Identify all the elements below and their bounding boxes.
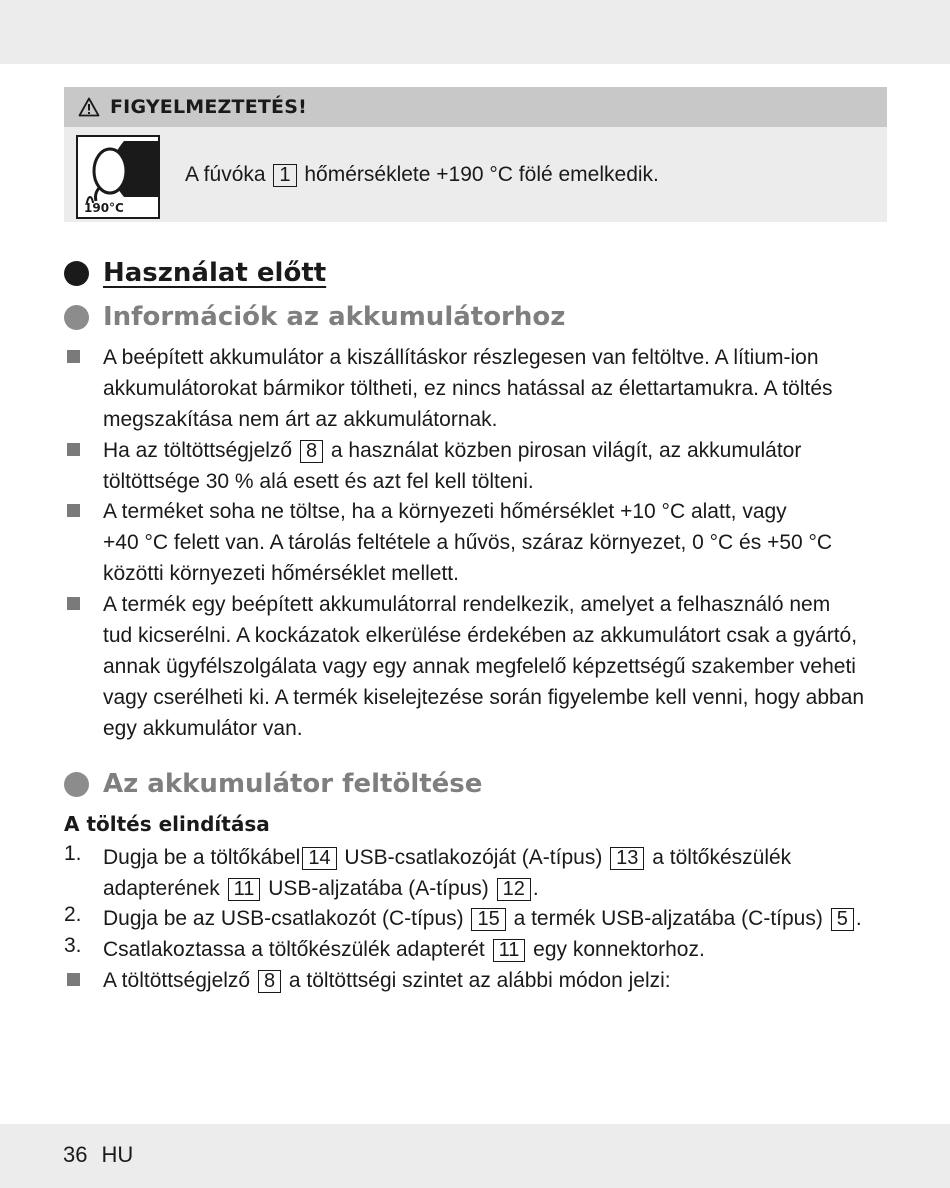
ref-number: 1 bbox=[273, 164, 296, 187]
list-item: Csatlakoztassa a töltőkészülék adapterét 11 egy konnektorhoz. bbox=[103, 938, 705, 961]
icon-temperature-label: 190°C bbox=[84, 201, 124, 215]
bullet-dot-icon bbox=[64, 261, 89, 286]
bullet-dot-icon bbox=[64, 305, 89, 330]
step-number: 2. bbox=[64, 903, 82, 926]
section-battery-info bbox=[64, 302, 565, 332]
bullet-dot-icon bbox=[64, 772, 89, 797]
warning-box bbox=[64, 87, 887, 222]
page-footer bbox=[63, 1142, 133, 1168]
list-item: A terméket soha ne töltse, ha a környezeti hőmérséklet +10 °C alatt, vagy +40 °C felett van. A tárolás feltétele a hűvös, száraz környezet, 0 °C és +50 °C közötti környezeti hőmérséklet mellett. bbox=[103, 500, 833, 585]
section-charging bbox=[64, 769, 482, 799]
square-bullet-icon bbox=[67, 597, 80, 610]
square-bullet-icon bbox=[67, 443, 80, 456]
page-top-band bbox=[0, 0, 950, 64]
ref-number: 8 bbox=[258, 970, 281, 993]
section-title: Információk az akkumulátorhoz bbox=[103, 302, 566, 332]
ref-number: 15 bbox=[471, 908, 505, 931]
ref-number: 11 bbox=[493, 939, 526, 962]
section-title: Az akkumulátor feltöltése bbox=[103, 769, 483, 799]
step-number: 3. bbox=[64, 934, 82, 957]
list-item: Ha az töltöttségjelző 8 a használat közben pirosan világít, az akkumulátor töltöttsége 30 % alá esett és azt fel kell tölteni. bbox=[103, 439, 802, 493]
ref-number: 14 bbox=[302, 847, 336, 870]
list-item: A termék egy beépített akkumulátorral rendelkezik, amelyet a felhasználó nem tud kicserélni. A kockázatok elkerülése érdekében az akkumulátort csak a gyártó, annak ügyfélszolgálata vagy egy annak megfelelő képzettségű szakember veheti vagy cserélheti ki. A termék kiselejtezése során figyelembe kell venni, hogy abban egy akkumulátor van. bbox=[103, 593, 865, 740]
warning-title: FIGYELMEZTETÉS! bbox=[110, 96, 307, 118]
language-code: HU bbox=[101, 1142, 134, 1167]
warning-triangle-icon bbox=[78, 97, 100, 117]
square-bullet-icon bbox=[67, 504, 80, 517]
square-bullet-icon bbox=[67, 350, 80, 363]
ref-number: 5 bbox=[831, 908, 854, 931]
warning-header bbox=[64, 87, 887, 127]
warning-text: A fúvóka 1 hőmérséklete +190 °C fölé emelkedik. bbox=[185, 163, 659, 186]
ref-number: 8 bbox=[300, 440, 323, 463]
step-number: 1. bbox=[64, 842, 82, 865]
section-title: Használat előtt bbox=[103, 258, 327, 288]
page-number: 36 bbox=[63, 1142, 88, 1167]
section-before-use bbox=[64, 258, 326, 288]
page-bottom-band bbox=[0, 1124, 950, 1188]
list-item: A töltöttségjelző 8 a töltöttségi szintet az alábbi módon jelzi: bbox=[103, 969, 671, 992]
list-item: Dugja be az USB-csatlakozót (C-típus) 15 a termék USB-aljzatába (C-típus) 5 . bbox=[103, 907, 862, 930]
ref-number: 11 bbox=[228, 878, 261, 901]
ref-number: 13 bbox=[610, 847, 644, 870]
square-bullet-icon bbox=[67, 973, 80, 986]
list-item: Dugja be a töltőkábel 14 USB-csatlakozóját (A-típus) 13 a töltőkészülék adapterének 11 USB-aljzatába (A-típus) 12 . bbox=[103, 846, 792, 900]
ref-number: 12 bbox=[497, 878, 531, 901]
subheading: A töltés elindítása bbox=[64, 812, 270, 836]
list-item: A beépített akkumulátor a kiszállításkor részlegesen van feltöltve. A lítium-ion akkumulátorokat bármikor töltheti, ez nincs hatással az élettartamukra. A töltés megszakítása nem árt az akkumulátornak. bbox=[103, 346, 833, 431]
hot-nozzle-icon bbox=[76, 135, 160, 219]
